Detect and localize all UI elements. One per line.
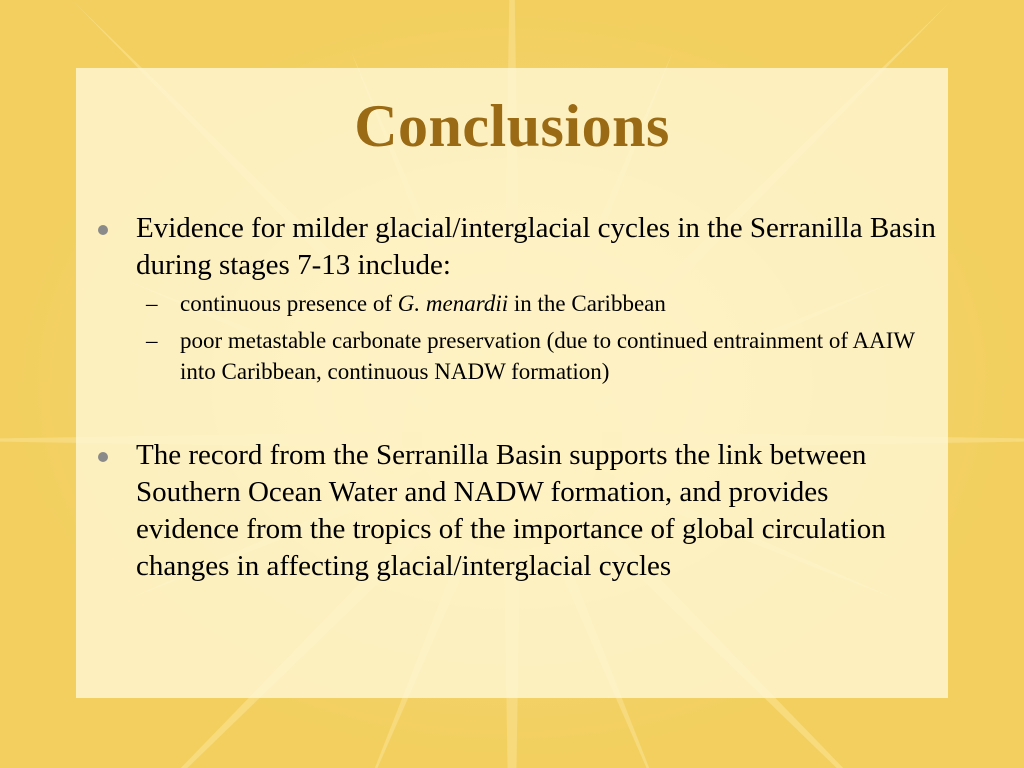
bullet-dot-icon [98, 452, 108, 462]
sub-bullet-list [146, 288, 936, 387]
slide-title: Conclusions [354, 93, 670, 159]
dash-icon: – [146, 291, 158, 316]
bullet-text-2: The record from the Serranilla Basin supports the link between Southern Ocean Water and NADW formation, and provides evidence from the tropics of the importance of global circulation changes in affecting glacial/interglacial cycles [136, 439, 886, 582]
sub-bullet-text-2: poor metastable carbonate preservation (due to continued entrainment of AAIW into Caribbean, continuous NADW formation) [180, 328, 915, 384]
species-name: G. menardii [397, 291, 509, 316]
bullet-item-1 [96, 210, 936, 387]
sub-bullet-item-2 [146, 325, 936, 387]
bullet-item-2 [96, 437, 936, 585]
sub-bullet-text-1a: continuous presence of [180, 291, 398, 316]
bullet-text-1: Evidence for milder glacial/interglacial cycles in the Serranilla Basin during stages 7-13 include: [136, 212, 936, 281]
sub-bullet-item-1 [146, 288, 936, 319]
bullet-dot-icon [98, 225, 108, 235]
bullet-list [96, 210, 936, 585]
dash-icon: – [146, 328, 158, 353]
sub-bullet-text-1b: in the Caribbean [508, 291, 666, 316]
